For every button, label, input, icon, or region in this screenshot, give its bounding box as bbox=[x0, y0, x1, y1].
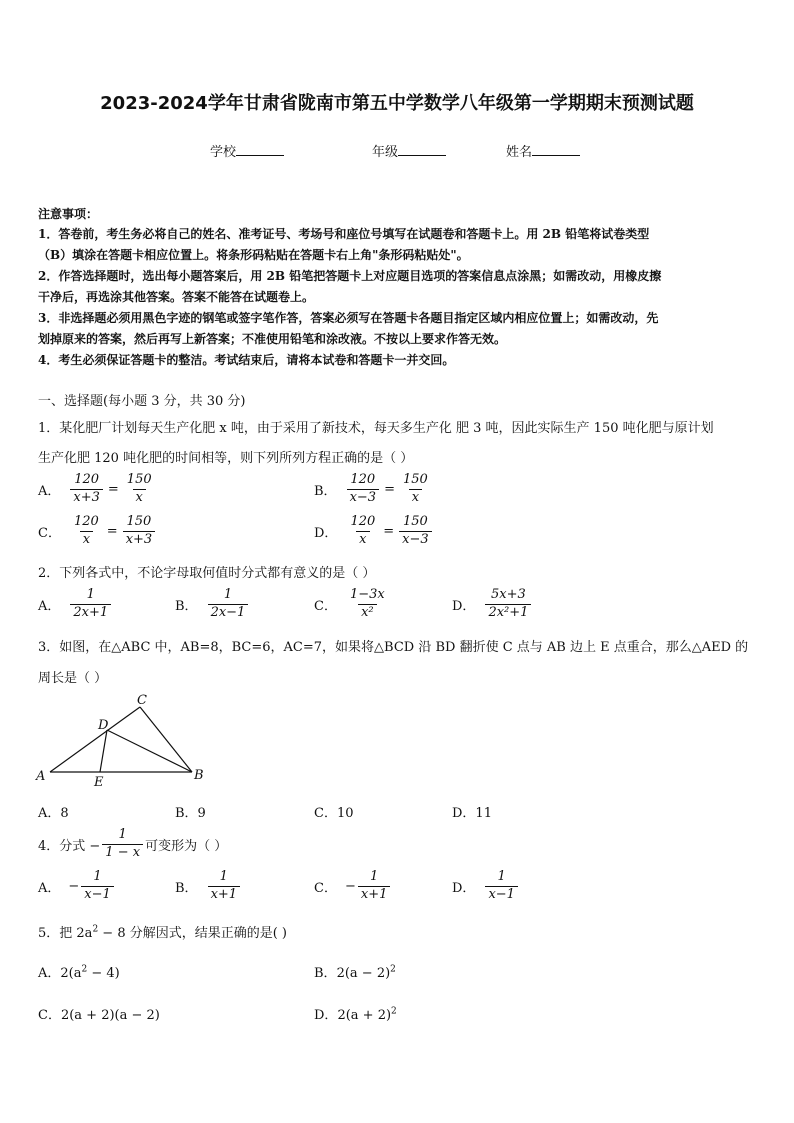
q2-option-d[interactable]: D． $\frac{5x+3}{\text{2x²+1}}$ bbox=[452, 588, 533, 621]
q5-option-a[interactable]: A．$2(a^2 - 4)$ bbox=[38, 964, 120, 981]
fraction: $\frac{120}{x}$ bbox=[73, 514, 99, 547]
fraction: $\frac{150}{x-3}$ bbox=[399, 515, 432, 548]
fraction: $\frac{1}{x-1}$ bbox=[81, 870, 114, 903]
fraction: $\frac{150}{x+3}$ bbox=[123, 515, 156, 548]
q3-option-d[interactable]: D．11 bbox=[452, 806, 492, 821]
q5-option-c[interactable]: C．2(a + 2)(a − 2) bbox=[38, 1008, 160, 1023]
label-d: D bbox=[98, 718, 109, 733]
q4-option-d[interactable]: D． $\frac{1}{x-1}$ bbox=[452, 870, 520, 903]
q3-line2: 周长是（ ） bbox=[38, 671, 108, 686]
notice-line: 2．作答选择题时，选出每小题答案后，用 2B 铅笔把答题卡上对应题目选项的答案信息点涂黑；如需改动，用橡皮擦 bbox=[38, 269, 662, 283]
q5-option-b[interactable]: B．$2(a - 2)^2$ bbox=[314, 964, 396, 981]
fraction: $\frac{120}{x+3}$ bbox=[70, 473, 103, 506]
triangle-figure bbox=[30, 690, 220, 790]
q1-line2: 生产化肥 120 吨化肥的时间相等，则下列所列方程正确的是（ ） bbox=[38, 451, 414, 466]
q1-option-b[interactable]: B． $\frac{120}{x-3}$ = $\frac{150}{x}$ bbox=[314, 473, 433, 506]
label-c: C bbox=[137, 693, 147, 708]
fraction: $\frac{1}{x+1}$ bbox=[358, 870, 391, 903]
notice-line: 3．非选择题必须用黑色字迹的钢笔或签字笔作答，答案必须写在答题卡各题目指定区域内相应位置上；如需改动，先 bbox=[38, 311, 659, 325]
fraction: $\frac{150}{x}$ bbox=[402, 472, 428, 505]
segment-db bbox=[107, 730, 192, 772]
q3-line1: 3．如图，在△ABC 中，AB=8，BC=6，AC=7，如果将△BCD 沿 BD 翻折使 C 点与 AB 边上 E 点重合，那么△AED 的 bbox=[38, 640, 749, 655]
notice-line: 干净后，再选涂其他答案。答案不能答在试题卷上。 bbox=[38, 290, 315, 304]
q3-option-b[interactable]: B．9 bbox=[175, 806, 206, 821]
q4-option-a[interactable]: A． − $\frac{1}{x-1}$ bbox=[38, 870, 116, 903]
grade-label: 年级 bbox=[372, 145, 399, 160]
q5-stem: 5．把 $2a^2 - 8$ 分解因式，结果正确的是( ) bbox=[38, 924, 288, 941]
segment-de bbox=[100, 730, 107, 772]
fraction: $\frac{120}{x-3}$ bbox=[347, 473, 380, 506]
fraction: $\frac{120}{x}$ bbox=[350, 514, 376, 547]
notice-line: 1．答卷前，考生务必将自己的姓名、准考证号、考场号和座位号填写在试题卷和答题卡上。用 2B 铅笔将试卷类型 bbox=[38, 227, 650, 241]
fraction: $\frac{1-3x}{\text{x²}}$ bbox=[349, 587, 385, 620]
q4-option-b[interactable]: B． $\frac{1}{x+1}$ bbox=[175, 870, 242, 903]
q4-stem: 4．分式 − $\frac{1}{1 - x}$ 可变形为（ ） bbox=[38, 827, 228, 860]
q2-option-a[interactable]: A． $\frac{1}{2x+1}$ bbox=[38, 588, 113, 621]
segment-cb bbox=[140, 707, 192, 772]
q1-option-a[interactable]: A． $\frac{120}{x+3}$ = $\frac{150}{x}$ bbox=[38, 473, 157, 506]
q1-option-d[interactable]: D． $\frac{120}{x}$ = $\frac{150}{x-3}$ bbox=[314, 515, 434, 548]
fraction: $\frac{5x+3}{\text{2x²+1}}$ bbox=[485, 588, 531, 621]
q1-option-c[interactable]: C． $\frac{120}{x}$ = $\frac{150}{x+3}$ bbox=[38, 515, 157, 548]
name-blank bbox=[532, 142, 580, 156]
label-a: A bbox=[36, 769, 46, 784]
notice-heading: 注意事项： bbox=[38, 207, 99, 221]
school-blank bbox=[236, 142, 284, 156]
q5-option-d[interactable]: D．$2(a + 2)^2$ bbox=[314, 1006, 397, 1023]
name-label: 姓名 bbox=[506, 145, 533, 160]
notice-line: 划掉原来的答案，然后再写上新答案；不准使用铅笔和涂改液。不按以上要求作答无效。 bbox=[38, 332, 507, 346]
section-heading: 一、选择题(每小题 3 分，共 30 分) bbox=[38, 394, 246, 409]
q3-option-c[interactable]: C．10 bbox=[314, 806, 354, 821]
q2-stem: 2．下列各式中，不论字母取何值时分式都有意义的是（ ） bbox=[38, 566, 376, 581]
q3-option-a[interactable]: A．8 bbox=[38, 806, 69, 821]
grade-blank bbox=[398, 142, 446, 156]
school-field bbox=[210, 141, 284, 160]
name-field bbox=[506, 141, 580, 160]
q1-line1: 1．某化肥厂计划每天生产化肥 x 吨，由于采用了新技术，每天多生产化 肥 3 吨，因此实际生产 150 吨化肥与原计划 bbox=[38, 421, 714, 436]
q4-option-c[interactable]: C． − $\frac{1}{x+1}$ bbox=[314, 870, 392, 903]
school-label: 学校 bbox=[210, 145, 237, 160]
notice-line: 4．考生必须保证答题卡的整洁。考试结束后，请将本试卷和答题卡一并交回。 bbox=[38, 353, 455, 367]
grade-field bbox=[372, 141, 446, 160]
fraction: $\frac{1}{x-1}$ bbox=[485, 870, 518, 903]
fraction: $\frac{1}{1 - x}$ bbox=[102, 828, 143, 861]
label-b: B bbox=[194, 768, 204, 783]
fraction: $\frac{150}{x}$ bbox=[126, 472, 152, 505]
fraction: $\frac{1}{2x-1}$ bbox=[208, 588, 249, 621]
notice-line: （B）填涂在答题卡相应位置上。将条形码粘贴在答题卡右上角"条形码粘贴处"。 bbox=[38, 248, 469, 262]
label-e: E bbox=[94, 775, 104, 790]
q2-option-c[interactable]: C． $\frac{1-3x}{\text{x²}}$ bbox=[314, 588, 390, 621]
q2-option-b[interactable]: B． $\frac{1}{2x-1}$ bbox=[175, 588, 250, 621]
page-title: 2023-2024学年甘肃省陇南市第五中学数学八年级第一学期期末预测试题 bbox=[100, 93, 694, 114]
fraction: $\frac{1}{2x+1}$ bbox=[70, 588, 111, 621]
fraction: $\frac{1}{x+1}$ bbox=[208, 870, 241, 903]
